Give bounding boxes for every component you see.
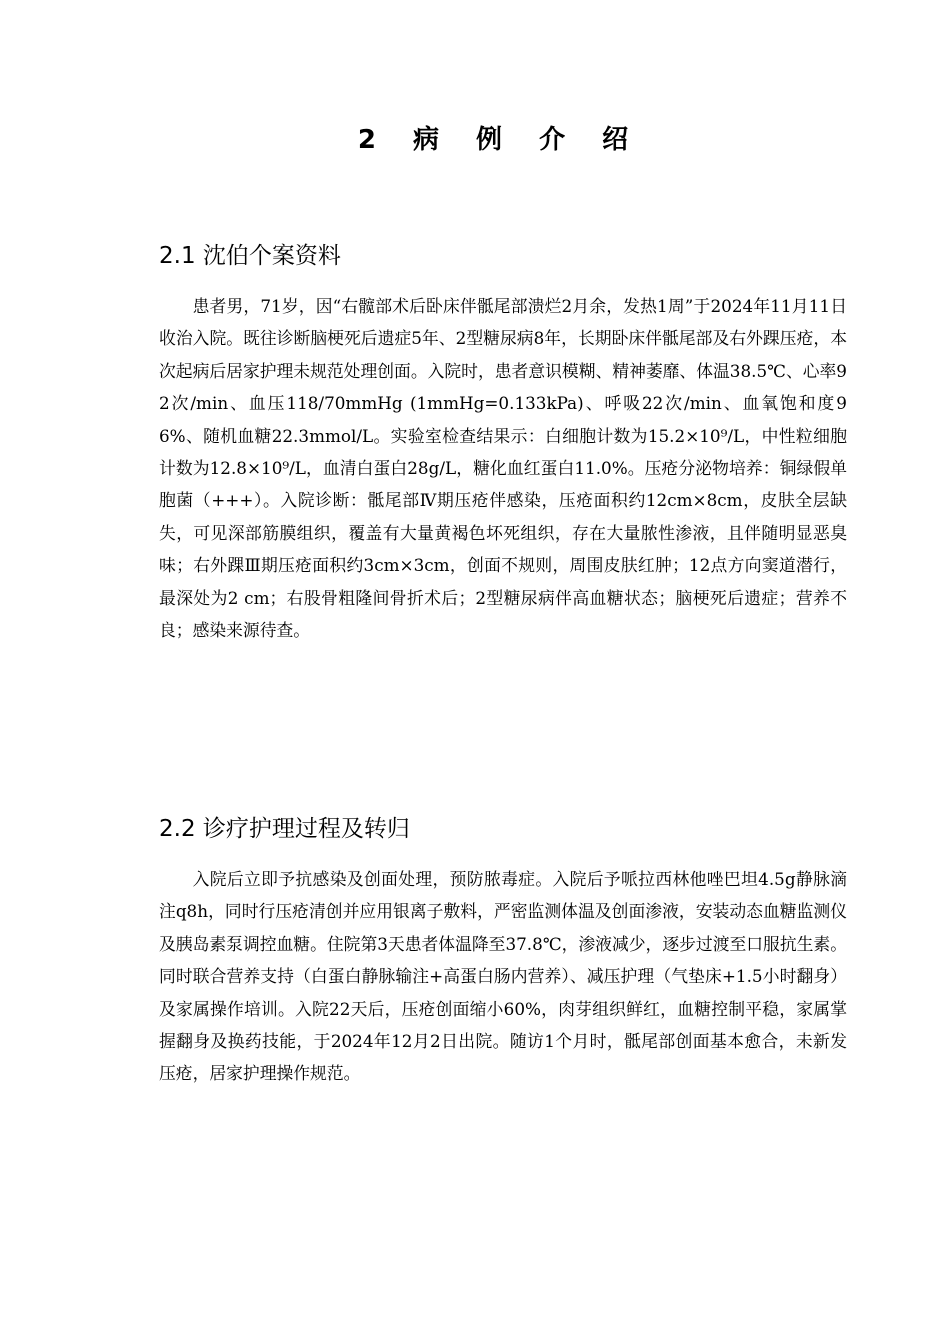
chapter-title: 2 病 例 介 绍 [357, 125, 643, 155]
section-heading-treatment-process: 2.2 诊疗护理过程及转归 [159, 816, 410, 842]
section-heading-case-data: 2.1 沈伯个案资料 [159, 243, 341, 269]
treatment-process-paragraph: 入院后立即予抗感染及创面处理，预防脓毒症。入院后予哌拉西林他唑巴坦4.5g静脉滴注q8h，同时行压疮清创并应用银离子敷料，严密监测体温及创面渗液，安装动态血糖监测仪及胰岛素泵调控血糖。住院第3天患者体温降至37.8℃，渗液减少，逐步过渡至口服抗生素。同时联合营养支持（白蛋白静脉输注+高蛋白肠内营养）、减压护理（气垫床+1.5小时翻身）及家属操作培训。入院22天后，压疮创面缩小60%，肉芽组织鲜红，血糖控制平稳，家属掌握翻身及换药技能，于2024年12月2日出院。随访1个月时，骶尾部创面基本愈合，未新发压疮，居家护理操作规范。 [159, 869, 847, 1084]
case-data-paragraph: 患者男，71岁，因“右髋部术后卧床伴骶尾部溃烂2月余，发热1周”于2024年11月11日收治入院。既往诊断脑梗死后遗症5年、2型糖尿病8年，长期卧床伴骶尾部及右外踝压疮，本次起病后居家护理未规范处理创面。入院时，患者意识模糊、精神萎靡、体温38.5℃、心率92次/min、血压118/70mmHg (1mmHg=0.133kPa)、呼吸22次/min、血氧饱和度96%、随机血糖22.3mmol/L。实验室检查结果示：白细胞计数为15.2×10⁹/L，中性粒细胞计数为12.8×10⁹/L，血清白蛋白28g/L，糖化血红蛋白11.0%。压疮分泌物培养：铜绿假单胞菌（+++）。入院诊断：骶尾部Ⅳ期压疮伴感染，压疮面积约12cm×8cm，皮肤全层缺失，可见深部筋膜组织，覆盖有大量黄褐色坏死组织，存在大量脓性渗液，且伴随明显恶臭味；右外踝Ⅲ期压疮面积约3cm×3cm，创面不规则，周围皮肤红肿；12点方向窦道潜行，最深处为2 cm；右股骨粗隆间骨折术后；2型糖尿病伴高血糖状态；脑梗死后遗症；营养不良；感染来源待查。 [159, 296, 847, 641]
